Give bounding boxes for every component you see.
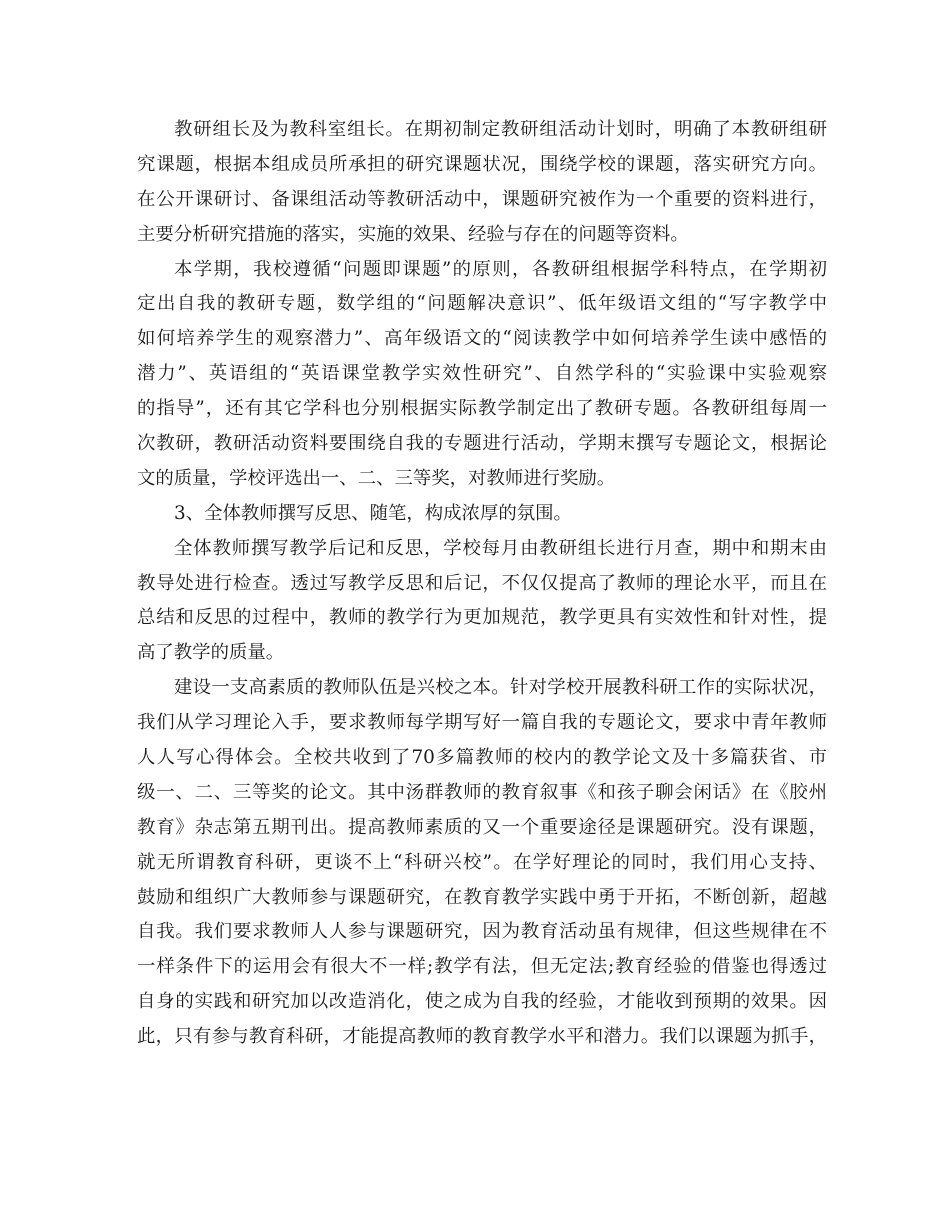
text-line: 教导处进行检查。透过写教学反思和后记，不仅仅提高了教师的理论水平，而且在: [137, 572, 827, 594]
text-line: 此，只有参与教育科研，才能提高教师的教育教学水平和潜力。我们以课题为抓手，: [137, 1026, 827, 1048]
text-line: 建设一支高素质的教师队伍是兴校之本。针对学校开展教科研工作的实际状况，: [174, 677, 827, 699]
text-line: 我们从学习理论入手，要求教师每学期写好一篇自我的专题论文，要求中青年教师: [137, 712, 827, 734]
text-line: 教育》杂志第五期刊出。提高教师素质的又一个重要途径是课题研究。没有课题，: [137, 816, 827, 838]
text-line: 本学期，我校遵循“问题即课题”的原则，各教研组根据学科特点，在学期初: [174, 258, 827, 280]
text-line: 教研组长及为教科室组长。在期初制定教研组活动计划时，明确了本教研组研: [174, 119, 827, 140]
text-line: 主要分析研究措施的落实，实施的效果、经验与存在的问题等资料。: [137, 223, 689, 245]
text-line: 自我。我们要求教师人人参与课题研究，因为教育活动虽有规律，但这些规律在不: [137, 921, 827, 943]
text-line: 在公开课研讨、备课组活动等教研活动中，课题研究被作为一个重要的资料进行，: [137, 188, 827, 210]
text-line: 的指导”，还有其它学科也分别根据实际教学制定出了教研专题。各教研组每周一: [137, 398, 827, 420]
text-line: 鼓励和组织广大教师参与课题研究，在教育教学实践中勇于开拓，不断创新，超越: [137, 886, 827, 908]
text-line: 自身的实践和研究加以改造消化，使之成为自我的经验，才能收到预期的效果。因: [137, 991, 827, 1013]
text-line: 潜力”、英语组的“英语课堂教学实效性研究”、自然学科的“实验课中实验观察: [137, 363, 827, 385]
text-line: 级一、二、三等奖的论文。其中汤群教师的教育叙事《和孩子聊会闲话》在《胶州: [137, 781, 827, 803]
text-line: 就无所谓教育科研，更谈不上“科研兴校”。在学好理论的同时，我们用心支持、: [137, 851, 827, 873]
text-line: 究课题，根据本组成员所承担的研究课题状况，围绕学校的课题，落实研究方向。: [137, 153, 827, 175]
text-line: 如何培养学生的观察潜力”、高年级语文的“阅读教学中如何培养学生读中感悟的: [137, 328, 827, 350]
text-line: 人人写心得体会。全校共收到了70多篇教师的校内的教学论文及十多篇获省、市: [137, 747, 827, 769]
text-line: 总结和反思的过程中，教师的教学行为更加规范，教学更具有实效性和针对性，提: [137, 607, 827, 629]
text-line: 定出自我的教研专题，数学组的“问题解决意识”、低年级语文组的“写字教学中: [137, 293, 827, 315]
text-line: 3、全体教师撰写反思、随笔，构成浓厚的氛围。: [174, 502, 572, 524]
text-line: 全体教师撰写教学后记和反思，学校每月由教研组长进行月查，期中和期末由: [174, 537, 827, 559]
body-text: [137, 113, 827, 1055]
text-line: 高了教学的质量。: [137, 642, 285, 664]
text-line: 一样条件下的运用会有很大不一样;教学有法，但无定法;教育经验的借鉴也得透过: [137, 956, 827, 978]
text-line: 文的质量，学校评选出一、二、三等奖，对教师进行奖励。: [137, 467, 616, 489]
text-line: 次教研，教研活动资料要围绕自我的专题进行活动，学期末撰写专题论文，根据论: [137, 433, 827, 455]
